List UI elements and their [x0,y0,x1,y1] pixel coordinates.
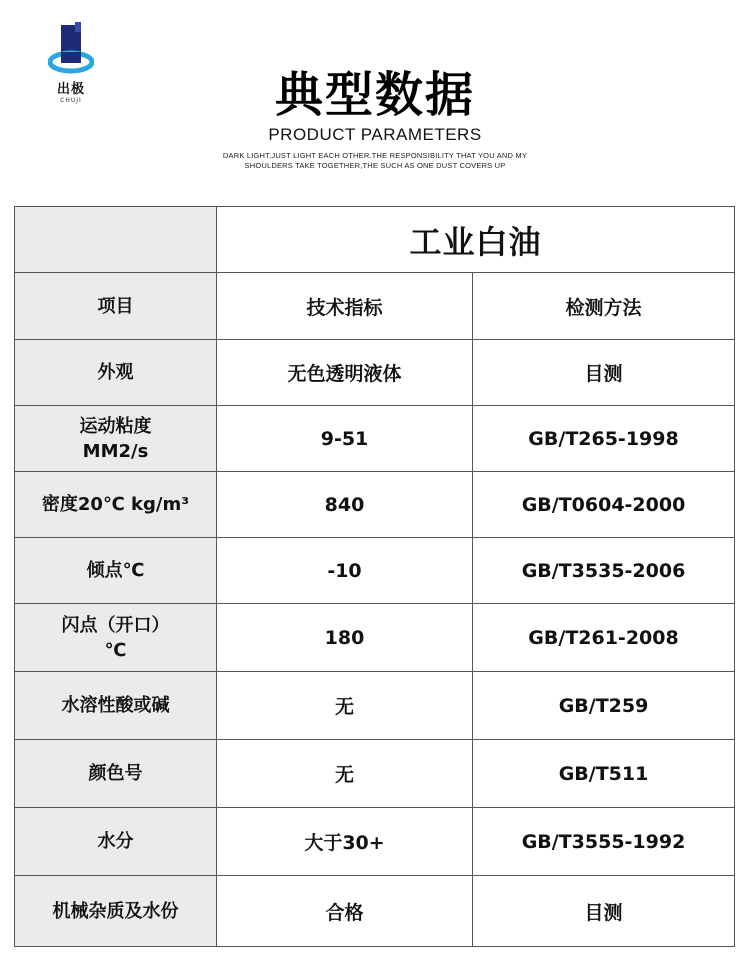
row-item [15,876,217,947]
product-row [15,207,735,273]
table-row [15,406,735,472]
page-title: 典型数据 [274,67,475,123]
row-item-text: 倾点℃ [86,560,145,581]
table-row [15,538,735,604]
brand-name-cn: 出极 [56,82,85,97]
table-row [15,672,735,740]
row-item [15,406,217,472]
row-item-text: 水溶性酸或碱 [61,695,170,716]
row-spec: 合格 [217,876,473,947]
row-item [15,740,217,808]
row-item [15,340,217,406]
row-item-text: 颜色号 [88,763,143,784]
table-row [15,876,735,947]
row-item [15,808,217,876]
row-spec: -10 [217,538,473,604]
corner-cell [15,207,217,273]
row-item [15,472,217,538]
row-method: 目测 [473,876,735,947]
row-spec: 大于30+ [217,808,473,876]
parameter-table [14,206,735,947]
row-method: GB/T265-1998 [473,406,735,472]
column-header-method: 检测方法 [473,273,735,340]
table-row [15,740,735,808]
column-header-item: 项目 [15,273,217,340]
row-spec: 无 [217,740,473,808]
row-spec: 180 [217,604,473,672]
tagline-line-1: DARK LIGHT,JUST LIGHT EACH OTHER.THE RESPONSIBILITY THAT YOU AND MY [222,151,528,160]
row-spec: 9-51 [217,406,473,472]
row-item-text: 外观 [97,362,134,383]
row-item-text: ℃ [104,639,127,661]
table-row [15,604,735,672]
row-item-text: 闪点（开口） [61,614,170,636]
row-item [15,672,217,740]
row-method: GB/T511 [473,740,735,808]
page-subtitle: PRODUCT PARAMETERS [268,125,482,144]
row-item [15,538,217,604]
tagline-line-2: SHOULDERS TAKE TOGETHER,THE SUCH AS ONE DUST COVERS UP [244,161,506,170]
brand-name-en: CHUJI [60,97,82,104]
row-method: GB/T3535-2006 [473,538,735,604]
row-method: GB/T261-2008 [473,604,735,672]
row-method: GB/T0604-2000 [473,472,735,538]
table-row [15,808,735,876]
row-item-text: 运动粘度 [79,415,152,437]
row-item [15,604,217,672]
tagline [0,151,750,171]
row-item-text: 水分 [97,831,134,852]
product-name: 工业白油 [217,207,735,273]
row-item-text: 密度20℃ kg/m³ [41,494,190,515]
table-row [15,340,735,406]
column-header-spec: 技术指标 [217,273,473,340]
row-spec: 840 [217,472,473,538]
row-item-text: 机械杂质及水份 [52,900,179,922]
row-method: 目测 [473,340,735,406]
row-method: GB/T3555-1992 [473,808,735,876]
table-row [15,472,735,538]
row-method: GB/T259 [473,672,735,740]
row-spec: 无色透明液体 [217,340,473,406]
header-row [15,273,735,340]
row-spec: 无 [217,672,473,740]
row-item-text: MM2/s [82,440,149,462]
